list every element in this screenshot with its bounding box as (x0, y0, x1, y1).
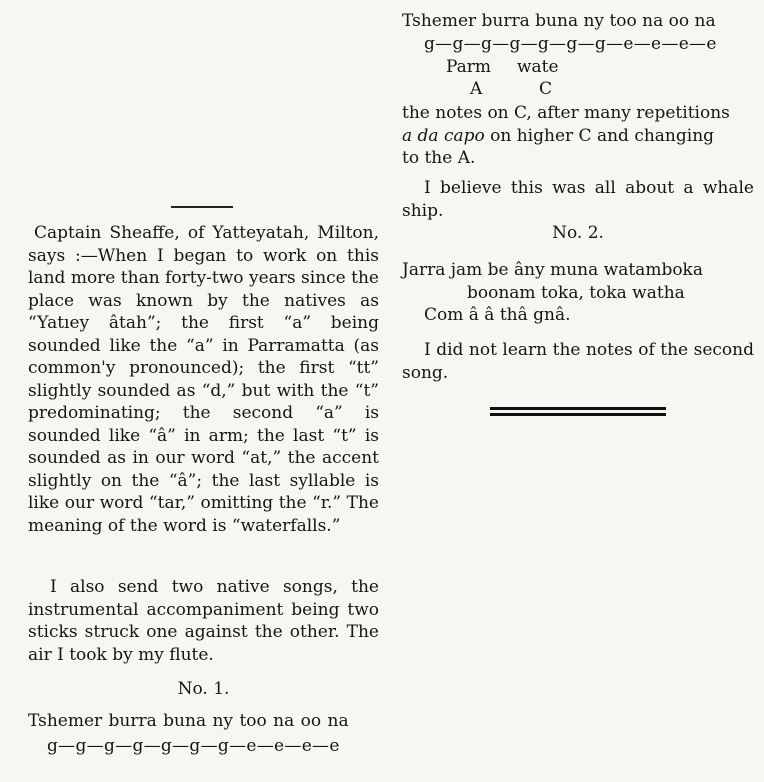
song-2-line-1: Jarra jam be âny muna watamboka (402, 260, 703, 280)
notes-description-line-3: to the A. (402, 148, 476, 168)
lyric-parm: Parm (446, 57, 492, 77)
song-2-line-2: boonam toka, toka watha (467, 283, 685, 303)
song-1-lyrics: Tshemer burra buna ny too na oo na (28, 711, 349, 731)
closing-paragraph: I did not learn the notes of the second song. (402, 340, 754, 383)
songs-paragraph: I also send two native songs, the instrumental accompaniment being two sticks struck one against the other. The air I took by my flute. (28, 577, 379, 665)
intro-paragraph: Captain Sheaffe, of Yatteyatah, Milton, says :—When I began to work on this land more than forty-two years since the place was known by the natives as “Yatıey âtah”; the first “a” being sounded like the “a” in Parramatta (as common'y pronounced); the first “tt” slightly sounded as “d,” but with the “t” predominating; the second “a” is sounded like “â” in arm; the last “t” is sounded as in our word “at,” the accent slightly on the “â”; the last syllable is like our word “tar,” omitting the “r.” The meaning of the word is “waterfalls.” (28, 223, 379, 536)
a-da-capo-italic: a da capo (402, 126, 485, 146)
song-2-line-3: Com â â thâ gnâ. (424, 305, 571, 325)
song-2-heading: No. 2. (552, 223, 604, 243)
note-label-a: A (470, 79, 483, 99)
end-double-rule (490, 407, 666, 416)
song-1-notes-continued: g—g—g—g—g—g—g—e—e—e—e (424, 34, 717, 54)
lyric-wate: wate (517, 57, 559, 77)
song-1-notes: g—g—g—g—g—g—g—e—e—e—e (47, 736, 340, 756)
whale-ship-paragraph: I believe this was all about a whale ship. (402, 178, 754, 221)
section-divider (171, 206, 233, 208)
notes-description-rest: on higher C and changing (484, 126, 715, 146)
song-1-lyrics-continued: Tshemer burra buna ny too na oo na (402, 11, 716, 31)
song-1-heading: No. 1. (177, 679, 230, 699)
notes-description-line-2 (402, 125, 757, 148)
note-label-c: C (539, 79, 553, 99)
notes-description-line-1: the notes on C, after many repetitions (402, 103, 730, 123)
